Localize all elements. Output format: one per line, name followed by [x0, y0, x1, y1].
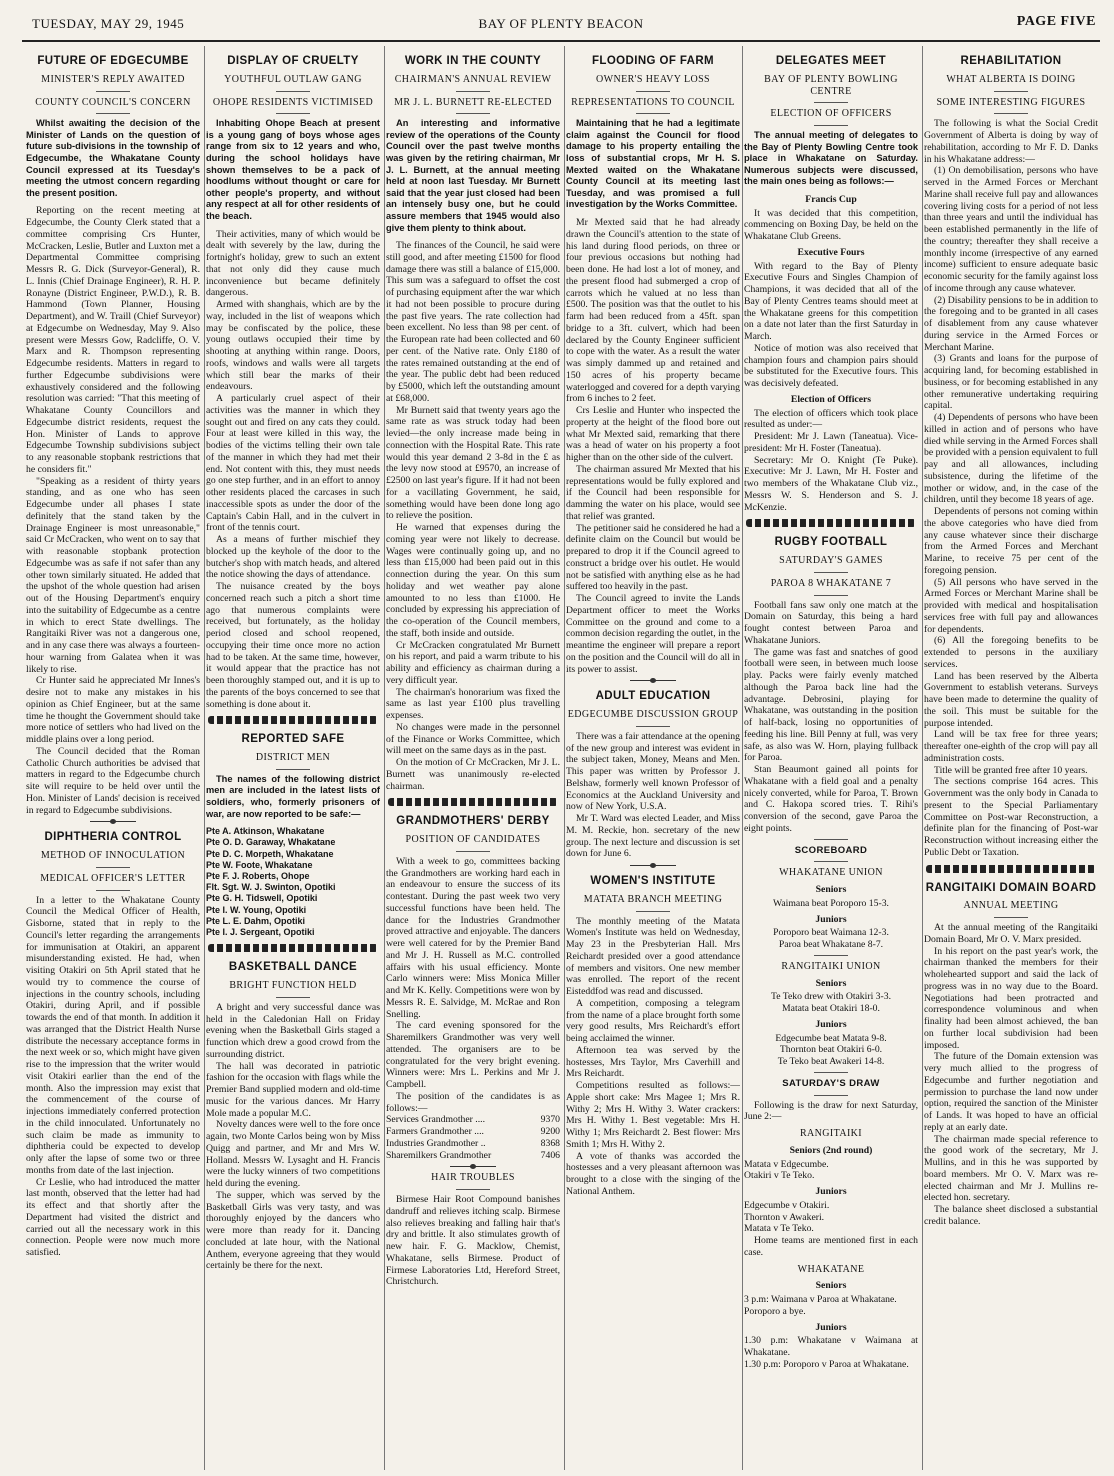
candidate-name: Farmers Grandmother ....: [386, 1126, 484, 1138]
paragraph: Armed with shanghais, which are by the way, included in the list of weapons which may be confiscated by the police, these young outlaws occupied their time by shooting at anything within range. Doors, roofs, windows and walls were all targets which still bear the marks of their endeavours.: [206, 299, 380, 393]
divider: [636, 911, 670, 912]
paragraph: There was a fair attendance at the opening of the new group and interest was evident in the subject taken, Money, Means and Men. This paper was written by Professor J. Belshaw, formerly well known Professor of Economics at the Auckland University and now of New York, U.S.A.: [566, 730, 740, 813]
article-delegates-meet: [744, 56, 918, 513]
draw-line: Matata v Edgecumbe.: [744, 1158, 829, 1170]
draw-line: 1.30 p.m: Whakatane v Waimana at Whakatane.: [744, 1335, 918, 1359]
paragraph: Cr Hunter said he appreciated Mr Innes's desire not to make any mistakes in his opinion as Chief Engineer, but at the same time he thought the Government should take more notice of settlers who had lived on the middle plains over a long period.: [26, 675, 200, 746]
paragraph: With a week to go, committees backing the Grandmothers are working hard each in an endeavour to ensure the success of its contestant. During the past week two very successful functions have been held. The dance for the Industries Grandmother proved attractive and enjoyable. The dancers were well catered for by the Premier Band and Mr J. H. Russell as M.C. controlled affairs with his usual efficiency. Monte Carlo winners were: Miss Monica Miller and Mr K. Kelly. Competitions were won by Messrs R. E. Salvidge, M. McRae and Ron Snelling.: [386, 855, 560, 1020]
ornamental-divider: [208, 944, 378, 952]
result-line: Waimana beat Poroporo 15-3.: [773, 897, 889, 909]
article-lead: An interesting and informative review of the operations of the County Council over the past twelve months was given by the retiring chairman, Mr J. L. Burnett, at the annual meeting held at noon last Tuesday. Mr Burnett said that the year just closed had been an intensely busy one, but he could assure members that 1945 would also give them plenty to think about.: [386, 118, 560, 233]
ornamental-divider: [388, 798, 558, 806]
column-2: [206, 46, 380, 1472]
section-heading: Executive Fours: [797, 246, 865, 258]
result-line: Thornton beat Otakiri 6-0.: [779, 1044, 883, 1056]
result-line: Paroa beat Whakatane 8-7.: [778, 939, 884, 951]
grade-heading: Seniors: [815, 884, 847, 896]
divider: [456, 113, 490, 114]
divider: [814, 1095, 848, 1096]
paragraph: The election of officers which took place resulted as under:—: [744, 407, 918, 431]
list-item: Pte L. E. Dahm, Opotiki: [206, 915, 306, 926]
headline: DIPHTHERIA CONTROL: [44, 831, 182, 844]
paragraph: Stan Beaumont gained all points for Whakatane with a field goal and a penalty nicely converted, while for Paroa, T. Brown and C. Hakopa scored tries. T. Rihi's conversion of the second, gave Paroa the eight points.: [744, 764, 918, 834]
divider: [96, 113, 130, 114]
paragraph: (2) Disability pensions to be in addition to the foregoing and to be granted in all cases of disablement from any cause whatever during service in the Armed Forces or Merchant Marine.: [924, 294, 1098, 353]
article-display-of-cruelty: [206, 56, 380, 710]
section-heading: Francis Cup: [805, 193, 857, 205]
divider: [630, 680, 676, 681]
list-item: Pte O. D. Garaway, Whakatane: [206, 837, 336, 848]
paragraph: As a means of further mischief they blocked up the keyhole of the door to the butcher's shop with match heads, and altered the notice showing the days of attendance.: [206, 534, 380, 581]
paragraph: Cr McCracken congratulated Mr Burnett on his report, and paid a warm tribute to his ability and efficiency as chairman during a very difficult year.: [386, 639, 560, 686]
article-grandmothers-derby: [386, 816, 560, 1161]
divider: [276, 113, 310, 114]
grade-heading: Seniors: [815, 977, 847, 989]
column-4: [566, 46, 740, 1472]
divider: [814, 861, 848, 862]
grade-heading: Juniors: [815, 913, 847, 925]
paragraph: (1) On demobilisation, persons who have served in the Armed Forces or Merchant Marine shall receive full pay and allowances covering living costs for a period of not less than three years and until the individual has been established permanently in the life of the country; thereafter they shall receive a monthly income (irrespective of any earned income) sufficient to ensure adequate basic economic security for the family against loss of income through any cause whatever.: [924, 165, 1098, 294]
paragraph: In his report on the past year's work, the chairman thanked the members for their wholehearted support and said the lack of progress was in no way due to the Board. Negotiations had been protracted and correspondence voluminous and when finality had been almost achieved, the ban on further local subdivision had been imposed.: [924, 945, 1098, 1051]
candidate-name: Sharemilkers Grandmother: [386, 1149, 492, 1161]
subheadline: CHAIRMAN'S ANNUAL REVIEW: [394, 73, 552, 85]
candidate-table: [386, 1114, 560, 1161]
article-future-of-edgecumbe: [26, 56, 200, 816]
paragraph: The Council decided that the Roman Catholic Church authorities be advised that matters in regard to the Edgecumbe church site will require to be held over until the Hon. Minister of Lands' decision is received in regard to Edgecumbe subdivisions.: [26, 745, 200, 816]
paragraph: President: Mr J. Lawn (Taneatua). Vice-president: Mr H. Foster (Taneatua).: [744, 431, 918, 454]
divider: [994, 113, 1028, 114]
divider: [96, 91, 130, 92]
draw-line: 1.30 p.m: Poroporo v Paroa at Whakatane.: [744, 1358, 909, 1370]
table-row: [386, 1114, 560, 1126]
divider: [636, 91, 670, 92]
divider: [276, 91, 310, 92]
subheadline: YOUTHFUL OUTLAW GANG: [224, 73, 362, 85]
paragraph: The future of the Domain extension was very much allied to the progress of Edgecumbe and further negotiation and permission to purchase the land now under option, required the sanction of the Minister of Lands. It was hoped to have an official reply at an early date.: [924, 1051, 1098, 1133]
draw-line: Otakiri v Te Teko.: [744, 1170, 815, 1182]
subheadline: MR J. L. BURNETT RE-ELECTED: [394, 96, 552, 108]
candidate-votes: 9200: [540, 1126, 560, 1138]
grade-heading: Juniors: [815, 1321, 847, 1333]
news-columns: [26, 46, 1104, 1472]
draw-line: 3 p.m: Waimana v Paroa at Whakatane.: [744, 1294, 897, 1306]
paragraph: The nuisance created by the boys concerned reach such a pitch a short time ago that numerous complaints were received, but fortunately, as the holiday period closed and school reopened, occupying their time once more no action had to be taken. At the same time, however, it would appear that the practice has not been thoroughly stamped out, and it is up to the parents of the boys concerned to see that something is done about it.: [206, 581, 380, 710]
candidate-votes: 7406: [540, 1149, 560, 1161]
subheadline: ELECTION OF OFFICERS: [770, 108, 892, 120]
subheadline: MEDICAL OFFICER'S LETTER: [40, 872, 186, 884]
section-heading: SATURDAY'S DRAW: [782, 1077, 880, 1089]
divider: [814, 1072, 848, 1073]
paragraph: The petitioner said he considered he had a definite claim on the Council but would be prepared to drop it if the Council agreed to construct a bridge over his outlet. He would not be satisfied with anything else as he had suffered too heavily in the past.: [566, 522, 740, 593]
ornamental-divider: [208, 716, 378, 724]
headline: DISPLAY OF CRUELTY: [227, 55, 359, 67]
paragraph: The Council agreed to invite the Lands Department officer to meet the Works Committee on the ground and come to a common decision regarding the outlet, in the meantime the engineer will prepare a report on the position and the Council will do all in its power to assist.: [566, 593, 740, 675]
headline: FUTURE OF EDGECUMBE: [37, 55, 189, 67]
paragraph: Crs Leslie and Hunter who inspected the property at the height of the flood bore out what Mr Mexted said, remarking that there was a head of water on his property a foot higher than on the other side of the culvert.: [566, 405, 740, 463]
list-item: Flt. Sgt. W. J. Swinton, Opotiki: [206, 882, 336, 893]
headline: RUGBY FOOTBALL: [774, 536, 888, 549]
divider: [276, 769, 310, 770]
masthead-page-number: PAGE FIVE: [1016, 14, 1096, 29]
candidate-votes: 8368: [540, 1137, 560, 1149]
divider: [450, 1166, 496, 1167]
ornamental-divider: [926, 865, 1096, 873]
divider: [994, 917, 1028, 918]
headline: HAIR TROUBLES: [431, 1172, 515, 1184]
paragraph: The game was fast and snatches of good football were seen, in between much loose play. Packs were fairly evenly matched although the Paroa back line had the advantage. Debrosini, playing for Whakatane, was outstanding in the position of half-back, losing no opportunities of feeding his line. Bill Penny at full, was very safe, as also was W. Horn, playing fullback for Paroa.: [744, 646, 918, 764]
paragraph: Football fans saw only one match at the Domain on Saturday, this being a hard fought contest between Paroa and Whakatane Juniors.: [744, 599, 918, 646]
paragraph: Dependents of persons not coming within the above categories who have died from any cause whatever since their discharge from the Armed Forces and Merchant Marine, to receive 75 per cent of the foregoing pension.: [924, 506, 1098, 576]
paragraph: The sections comprise 164 acres. This Government was the only body in Canada to present to the Special Parliamentary Committee on Post-war Reconstruction, a definite plan for the financing of Post-war Reconstruction without increasing either the Public Debt or Taxation.: [924, 776, 1098, 858]
union-heading: RANGITAIKI: [799, 1128, 863, 1140]
subheadline: REPRESENTATIONS TO COUNCIL: [571, 96, 735, 108]
paragraph: The chairman's honorarium was fixed the same as last year £100 plus travelling expenses.: [386, 686, 560, 722]
paragraph: A bright and very successful dance was held in the Caledonian Hall on Friday evening when the Basketball Girls staged a function which drew a good crowd from the surrounding district.: [206, 1001, 380, 1060]
paragraph: Notice of motion was also received that champion fours and champion pairs should be substituted for the Executive fours. This was decisively defeated.: [744, 342, 918, 390]
headline: GRANDMOTHERS' DERBY: [396, 815, 550, 828]
paragraph: Reporting on the recent meeting at Edgecumbe, the County Clerk stated that a committee comprising Crs Hunter, McCracken, Leslie, Butler and Luxton met a Departmental Committee comprising Messrs R. G. Dick (Surveyor-General), R. L. Innis (Chief Drainage Engineer), R. H. P. Ronayne (District Engineer, P.W.D.), R. B. Hammond (Town Planner, Housing Department), and W. Traill (Chief Surveyor) at Edgecumbe on Wednesday, May 9. Also present were Messrs Gow, Radcliffe, O. V. Marx and R. Thompson representing Edgecumbe residents. Matters in regard to further Edgecumbe subdivisions were exhaustively considered and the following resolution was carried: "That this meeting of Whakatane County Councillors and Edgecumbe district residents, request the Hon. Minister of Lands to approve Edgecumbe Township subdivisions subject to any reasonable stopbank restrictions that he considers fit.": [26, 205, 200, 475]
paragraph: The supper, which was served by the Basketball Girls was very tasty, and was thoroughly enjoyed by the dancers who were more than ready for it. Dancing concluded at late hour, with the National Anthem, everyone agreeing that they would certainly be there for the next.: [206, 1189, 380, 1272]
candidate-name: Services Grandmother ....: [386, 1114, 485, 1126]
subheadline: POSITION OF CANDIDATES: [405, 834, 541, 846]
headline: REHABILITATION: [960, 55, 1062, 67]
divider: [96, 890, 130, 891]
column-5: [744, 46, 918, 1472]
section-heading: Election of Officers: [790, 393, 872, 405]
headline: BASKETBALL DANCE: [228, 961, 358, 974]
list-item: Pte I. W. Young, Opotiki: [206, 904, 307, 915]
paragraph: Secretary: Mr O. Knight (Te Puke). Executive: Mr J. Lawn, Mr H. Foster and two members of the Whakatane Club viz., Messrs W. S. Henderson and S. J. McKenzie.: [744, 454, 918, 513]
paragraph: A competition, composing a telegram from the name of a place brought forth some very good results, Mrs Reichardt's effort being acclaimed the winner.: [566, 997, 740, 1044]
article-rangitaiki-domain-board: [924, 883, 1098, 1228]
list-item: Pte I. J. Sergeant, Opotiki: [206, 927, 315, 938]
paragraph: Cr Leslie, who had introduced the matter last month, observed that the letter had had its effect and that shortly after the Department had visited the district and carried out all the necessary work in this connection. People were now much more satisfied.: [26, 1176, 200, 1259]
article-diphtheria-control: [26, 832, 200, 1259]
subheadline: PAROA 8 WHAKATANE 7: [770, 577, 892, 589]
paragraph: "Speaking as a resident of thirty years standing, and as one who has seen Edgecumbe under all phases I state definitely that the stand taken by the Drainage Engineer is most unreasonable," said Cr McCracken, who went on to say that with reasonable stopbank protection Edgecumbe was as safe if not safer than any other town similarly situated. He added that the upshot of the whole question had arisen out of the Housing Department's enquiry into the suitability of Edgecumbe as a centre in which to erect State dwellings. The Rangitaiki River was not a dangerous one, and in any case there was always a fourteen-hour warning from Galatea when it was likely to rise.: [26, 475, 200, 675]
masthead: [22, 6, 1100, 42]
paragraph: Mr T. Ward was elected Leader, and Miss M. M. Reckie, hon. secretary of the new group. The next lecture and discussion is set down for June 6.: [566, 813, 740, 860]
article-adult-education: [566, 691, 740, 860]
result-line: Te Teko beat Awakeri 14-8.: [777, 1056, 885, 1068]
column-6: [924, 46, 1098, 1472]
divider: [814, 839, 848, 840]
table-row: [386, 1150, 560, 1162]
paragraph: Novelty dances were well to the fore once again, two Monte Carlos being won by Miss Quigg and partner, and Mr and Mrs W. Holland. Messrs W. Lysaght and H. Francis were the lucky winners of two competitions held during the evening.: [206, 1119, 380, 1189]
list-item: Pte F. J. Roberts, Ohope: [206, 871, 310, 882]
paragraph: Title will be granted free after 10 years.: [934, 764, 1088, 776]
draw-line: Edgecumbe v Otakiri.: [744, 1199, 830, 1211]
subheadline: SATURDAY'S GAMES: [779, 555, 883, 567]
draw-line: Thornton v Awakeri.: [744, 1211, 825, 1223]
paragraph: (6) All the foregoing benefits to be extended to persons in the auxiliary services.: [924, 635, 1098, 670]
article-womens-institute: [566, 876, 740, 1198]
paragraph: In a letter to the Whakatane County Council the Medical Officer of Health, Gisborne, stated that in reply to the Council's letter regarding the arrangements for immunisation at Otakiri, an apparent misunderstanding existed. He had, when visiting Otakiri on 5th April stated that he would try to commence the course of injections in the country schools, including Otakiri, during April, and if possible towards the end of that month. In addition it was arranged that the District Health Nurse distribute the necessary acceptance forms in the next week or so, which might have given rise to the impression that the writer would visit Otakiri earlier than the end of the month. Also the impression may exist that the commencement of the course of injections immediately conferred protection in the child innoculated. Unfortunately no such claim be made as immunity to diphtheria could be expected to develop only after the lapse of some two or three months from date of the last injection.: [26, 894, 200, 1176]
subheadline: MATATA BRANCH MEETING: [583, 893, 723, 905]
article-hair-troubles: [386, 1172, 560, 1288]
headline: FLOODING OF FARM: [591, 55, 715, 67]
paragraph: A vote of thanks was accorded the hostesses and a very pleasant afternoon was brought to a close with the singing of the National Anthem.: [566, 1150, 740, 1197]
headline: REPORTED SAFE: [241, 733, 345, 746]
paragraph: Afternoon tea was served by the hostesses, Mrs Taylor, Mrs Caverhill and Mrs Reichardt.: [566, 1044, 740, 1080]
result-line: Te Teko drew with Otakiri 3-3.: [770, 991, 892, 1003]
list-item: Pte G. H. Tidswell, Opotiki: [206, 893, 318, 904]
paragraph: The monthly meeting of the Matata Women's Institute was held on Wednesday, May 23 in the Presbyterian Hall. Mrs Reichardt presided over a good attendance of members and visitors. One new member was enrolled. The report of the recent Eisteddfod was read and discussed.: [566, 915, 740, 997]
divider: [276, 997, 310, 998]
union-heading: WHAKATANE: [797, 1263, 865, 1275]
masthead-paper-name: BAY OF PLENTY BEACON: [478, 16, 644, 31]
grade-heading: Juniors: [815, 1186, 847, 1198]
paragraph: (4) Dependents of persons who have been killed in action and of persons who have died while serving in the Armed Forces shall be provided with a pension equivalent to full pay and all allowances, including subsistence, during the lifetime of the mother or widow, and, in the case of the children, until they become 18 years of age.: [924, 412, 1098, 506]
candidate-name: Industries Grandmother ..: [386, 1137, 486, 1149]
headline: WORK IN THE COUNTY: [404, 55, 542, 67]
headline: DELEGATES MEET: [775, 55, 887, 67]
list-item: Pte A. Atkinson, Whakatane: [206, 826, 325, 837]
paragraph: Mr Burnett said that twenty years ago the same rate as was struck today had been levied—the only increase made being in connection with the Hospital Rate. This rate would this year demand 2 3-8d in the £ as the levy now stood at £9570, an increase of £2500 on last year's figure. If it had not been for a vacillating Government, he said, something would have been done long ago to relieve the position.: [386, 404, 560, 522]
list-item: Pte D. C. Morpeth, Whakatane: [206, 848, 334, 859]
article-lead: The annual meeting of delegates to the Bay of Plenty Bowling Centre took place in Whakatane on Saturday. Numerous subjects were discussed, the main ones being as follows:—: [744, 130, 918, 187]
article-lead: Maintaining that he had a legitimate claim against the Council for flood damage to his property entailing the loss of substantial crops, Mr H. S. Mexted waited on the Whakatane County Council at its meeting last Tuesday, and was promised a full investigation by the Works Committee.: [566, 118, 740, 210]
subheadline: ANNUAL MEETING: [963, 900, 1059, 912]
paragraph: Land will be tax free for three years; thereafter one-eighth of the crop will pay all administration costs.: [924, 729, 1098, 764]
union-heading: WHAKATANE UNION: [779, 867, 883, 879]
article-rehabilitation: [924, 56, 1098, 859]
article-lead: Whilst awaiting the decision of the Minister of Lands on the question of future sub-divisions in the township of Edgecumbe, the Whakatane County Council expressed at its Tuesday's meeting the utmost concern regarding the present position.: [26, 118, 200, 198]
soldier-list: [206, 826, 380, 938]
divider: [456, 851, 490, 852]
paragraph: Competitions resulted as follows:— Apple short cake: Mrs Magee 1; Mrs R. Withy 2; Mrs H. Withy 3. Water crackers: Mrs H. Withy 1. Best vegetable: Mrs H. Withy 1; Mrs Reichardt 2. Best flower: Mrs Smith 1; Mrs H. Withy 2.: [566, 1080, 740, 1150]
column-3: [386, 46, 560, 1472]
headline: ADULT EDUCATION: [595, 690, 711, 703]
subheadline: WHAT ALBERTA IS DOING: [946, 73, 1076, 85]
ornamental-divider: [746, 519, 916, 527]
paragraph: Land has been reserved by the Alberta Government to establish veterans. Surveys have been made to determine the quality of the soil. This must be suitable for the purpose intended.: [924, 670, 1098, 729]
paragraph: The following is what the Social Credit Government of Alberta is doing by way of rehabilitation, according to Mr F. D. Danks in his Whakatane address:—: [924, 118, 1098, 165]
masthead-date: TUESDAY, MAY 29, 1945: [32, 16, 185, 31]
divider: [456, 1189, 490, 1190]
paragraph: The chairman made special reference to the good work of the secretary, Mr J. Mullins, and in this he was supported by board members. Mr O. V. Marx was re-elected chairman and Mr J. Mullins re-elected hon. secretary.: [924, 1133, 1098, 1204]
article-reported-safe: [206, 734, 380, 938]
divider: [814, 595, 848, 596]
paragraph: The position of the candidates is as follows:—: [386, 1090, 560, 1114]
divider: [814, 102, 848, 103]
draw-line: Matata v Te Teko.: [744, 1223, 814, 1235]
subheadline: BRIGHT FUNCTION HELD: [229, 980, 357, 991]
paragraph: A particularly cruel aspect of their activities was the manner in which they sought out and fired on any cats they could. Four at least were killed in this way, the bodies of the victims telling their own tale of the manner in which they had met their end. Not content with this, they must needs go one step further, and in an effort to annoy other residents placed the carcases in such inaccessible spots as under the door of the Captain's Cabin Hall, and in the culvert in front of the tennis court.: [206, 393, 380, 534]
paragraph: Birmese Hair Root Compound banishes dandruff and relieves itching scalp. Birmese also relieves breaking and falling hair that's dry and brittle. It also stimulates growth of new hair. F. G. Macklow, Chemist, Whakatane, sells Birmese. Product of Firmese Laboratories Ltd, Hereford Street, Christchurch.: [386, 1194, 560, 1288]
column-1: [26, 46, 200, 1472]
grade-heading: Juniors: [815, 1018, 847, 1030]
article-lead: The names of the following district men are included in the latest lists of soldiers, who, formerly prisoners of war, are now reported to be safe:—: [206, 773, 380, 819]
headline: RANGITAIKI DOMAIN BOARD: [925, 881, 1097, 894]
subheadline: DISTRICT MEN: [255, 752, 331, 764]
paragraph: On the motion of Cr McCracken, Mr J. L. Burnett was unanimously re-elected chairman.: [386, 757, 560, 792]
subheadline: OHOPE RESIDENTS VICTIMISED: [212, 96, 374, 108]
article-lead: Inhabiting Ohope Beach at present is a young gang of boys whose ages range from six to 12 years and who, during the school holidays have shown themselves to be a pack of hoodlums without thought or care for other people's property, and without any respect at all for other residents of the beach.: [206, 118, 380, 221]
section-heading: SCOREBOARD: [794, 844, 868, 856]
paragraph: He warned that expenses during the coming year were not likely to decrease. Wages were continually going up, and no less than £15,000 had been paid out in this connection during the year. On this sum holiday and wet weather pay alone amounted to no less than £1000. He concluded by expressing his appreciation of the co-operation of the Council members, the staff, both inside and outside.: [386, 522, 560, 639]
union-heading: RANGITAIKI UNION: [781, 960, 881, 972]
subheadline: BAY OF PLENTY BOWLING CENTRE: [764, 73, 898, 97]
divider: [814, 955, 848, 956]
paragraph: Mr Mexted said that he had already drawn the Council's attention to the state of his land during flood periods, on three or four previous occasions but nothing had been done. He had lost a lot of money, and the present flood had submerged a crop of carrots which he valued at no less than £500. The position was that the outlet to his farm had been reduced from a 45ft. span bridge to a 3ft. culvert, which had been declared by the County Engineer sufficient to cope with the water. As a result the water was simply dammed up and retained and 150 acres of his property became waterlogged and covered for a depth varying from 6 inches to 2 feet.: [566, 217, 740, 405]
divider: [456, 91, 490, 92]
headline: WOMEN'S INSTITUTE: [590, 875, 716, 887]
article-rugby-football: [744, 537, 918, 1370]
list-item: Pte W. Foote, Whakatane: [206, 859, 313, 870]
divider: [636, 113, 670, 114]
divider: [90, 821, 136, 822]
divider: [994, 91, 1028, 92]
grade-heading: Seniors (2nd round): [789, 1144, 873, 1156]
paragraph: (5) All persons who have served in the Armed Forces or Merchant Marine shall be provided with medical and hospitalisation services free with full pay and allowances for dependents.: [924, 576, 1098, 635]
divider: [630, 865, 676, 866]
paragraph: The hall was decorated in patriotic fashion for the occasion with flags while the Premier Band supplied modern and old-time music for the various dances. Mr Harry Mole made a popular M.C.: [206, 1060, 380, 1119]
paragraph: The finances of the Council, he said were still good, and after meeting £1500 for flood damage there was still a balance of £15,000. This sum was a safeguard to offset the cost of purchasing equipment after the war which it had not been possible to procure during the past five years. The rate collection had been excellent. No less than 98 per cent. of the European rate had been collected and 60 per cent. of the Native rate. Only £180 of the rates remained outstanding at the end of the year. The public debt had been reduced by £5000, which left the outstanding amount at £68,000.: [386, 240, 560, 404]
paragraph: Their activities, many of which would be dealt with severely by the law, during the fortnight's holiday, grew to such an extent that not only did they cause much inconvenience but became definitely dangerous.: [206, 228, 380, 299]
paragraph: No changes were made in the personnel of the Finance or Works Committee, which will meet on the same days as in the past.: [386, 721, 560, 757]
subheadline: SOME INTERESTING FIGURES: [936, 96, 1086, 108]
paragraph: At the annual meeting of the Rangitaiki Domain Board, Mr O. V. Marx presided.: [924, 922, 1098, 945]
paragraph: (3) Grants and loans for the purpose of acquiring land, for becoming established in business, or for becoming established in any other remunerative undertaking requiring capital.: [924, 353, 1098, 412]
paragraph: With regard to the Bay of Plenty Executive Fours and Singles Champion of Champions, it was decided that all of the Bay of Plenty Centres teams should meet at the Whakatane greens for this competition on a date not later than the first Saturday in March.: [744, 260, 918, 343]
subheadline: COUNTY COUNCIL'S CONCERN: [35, 96, 191, 108]
paragraph: The balance sheet disclosed a substantial credit balance.: [924, 1204, 1098, 1227]
divider: [636, 726, 670, 727]
subheadline: OWNER'S HEAVY LOSS: [595, 73, 710, 85]
result-line: Edgecumbe beat Matata 9-8.: [775, 1032, 887, 1044]
candidate-votes: 9370: [540, 1114, 560, 1126]
divider: [814, 125, 848, 126]
table-row: [386, 1138, 560, 1150]
paragraph: The chairman assured Mr Mexted that his representations would be fully explored and if the Council had been responsible for damming the water on his place, would see that relief was granted.: [566, 463, 740, 522]
result-line: Poroporo beat Waimana 12-3.: [773, 927, 889, 939]
divider: [814, 572, 848, 573]
article-flooding-of-farm: [566, 56, 740, 675]
article-work-in-the-county: [386, 56, 560, 792]
draw-line: Poroporo a bye.: [744, 1305, 806, 1317]
divider: [96, 867, 130, 868]
subheadline: EDGECUMBE DISCUSSION GROUP: [567, 709, 739, 720]
subheadline: MINISTER'S REPLY AWAITED: [41, 73, 185, 85]
table-row: [386, 1126, 560, 1138]
paragraph: Following is the draw for next Saturday, June 2:—: [744, 1099, 918, 1123]
grade-heading: Seniors: [815, 1280, 847, 1292]
article-basketball-dance: [206, 962, 380, 1272]
result-line: Matata beat Otakiri 18-0.: [782, 1003, 880, 1015]
paragraph: Home teams are mentioned first in each case.: [744, 1235, 918, 1258]
subheadline: METHOD OF INNOCULATION: [40, 850, 186, 862]
paragraph: The card evening sponsored for the Sharemilkers Grandmother was very well attended. The organisers are to be congratulated for the very bright evening. Winners were: Mrs L. Perkins and Mr J. Campbell.: [386, 1020, 560, 1091]
paragraph: It was decided that this competition, commencing on Boxing Day, be held on the Whakatane Club Greens.: [744, 207, 918, 243]
